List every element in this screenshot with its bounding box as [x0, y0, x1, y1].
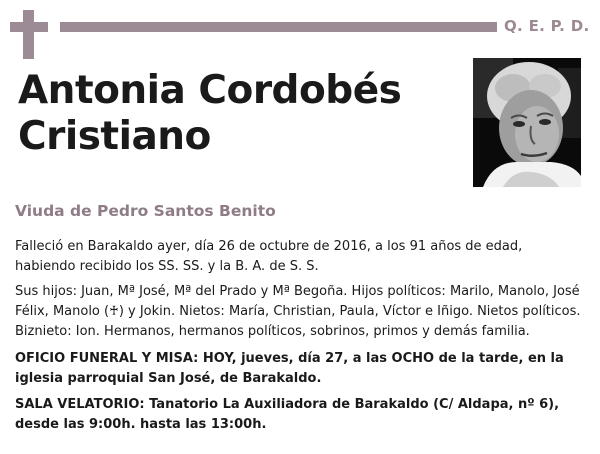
- deceased-portrait-photo: [473, 58, 581, 187]
- qepd-label: Q. E. P. D.: [504, 17, 590, 35]
- family-members-text: Sus hijos: Juan, Mª José, Mª del Prado y Mª Begoña. Hijos políticos: Marilo, Manolo, José Félix, Manolo (♰) y Jokin. Nietos: María, Christian, Paula, Víctor e Iñigo. Nietos políticos. Biznieto: Ion. Hermanos, hermanos políticos, sobrinos, primos y demás familia.: [15, 284, 581, 339]
- cross-vertical-bar: [23, 10, 34, 59]
- wake-info-text: SALA VELATORIO: Tanatorio La Auxiliadora de Barakaldo (C/ Aldapa, nº 6), desde las 9:00h. hasta las 13:00h.: [15, 397, 560, 432]
- deceased-name: [18, 68, 463, 160]
- header-divider-bar: [60, 22, 497, 32]
- funeral-info-text: OFICIO FUNERAL Y MISA: HOY, jueves, día 27, a las OCHO de la tarde, en la iglesia parroquial San José, de Barakaldo.: [15, 351, 564, 386]
- portrait-photo-icon: [473, 58, 581, 187]
- death-notice-text: Falleció en Barakaldo ayer, día 26 de octubre de 2016, a los 91 años de edad, habiendo recibido los SS. SS. y la B. A. de S. S.: [15, 239, 523, 274]
- deceased-name-line-2: Cristiano: [18, 114, 211, 159]
- deceased-name-line-1: Antonia Cordobés: [18, 68, 402, 113]
- subtitle-widow-of: Viuda de Pedro Santos Benito: [15, 202, 276, 220]
- cross-horizontal-bar: [10, 22, 48, 32]
